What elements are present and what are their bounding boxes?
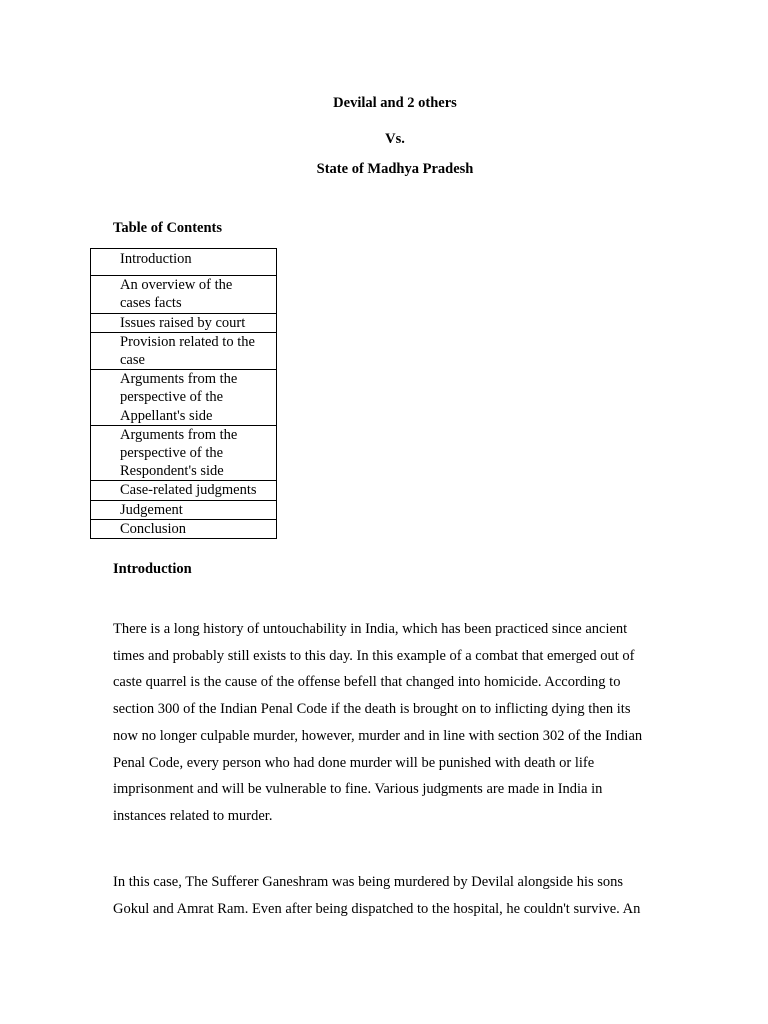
toc-row	[91, 332, 277, 369]
toc-entry-line: Arguments from the	[120, 371, 238, 388]
paragraph-line: Gokul and Amrat Ram. Even after being dispatched to the hospital, he couldn't survive. An	[113, 900, 641, 917]
toc-entry-line: Arguments from the	[120, 426, 238, 443]
toc-row	[91, 425, 277, 481]
toc-entry-line: Issues raised by court	[120, 314, 246, 331]
case-title-petitioner: Devilal and 2 others	[333, 95, 457, 111]
introduction-paragraph-2	[113, 869, 673, 922]
toc-entry-line: Judgement	[120, 501, 183, 518]
case-title-respondent: State of Madhya Pradesh	[316, 161, 474, 177]
toc-entry-line: Provision related to the	[120, 333, 255, 350]
paragraph-line: In this case, The Sufferer Ganeshram was being murdered by Devilal alongside his sons	[113, 874, 624, 890]
table-of-contents	[90, 248, 277, 539]
paragraph-line: instances related to murder.	[113, 807, 273, 824]
toc-entry-line: An overview of the	[120, 277, 233, 294]
toc-cell	[91, 313, 277, 332]
toc-row	[91, 500, 277, 519]
case-title-versus: Vs.	[385, 131, 405, 147]
toc-cell	[91, 249, 277, 276]
toc-row	[91, 519, 277, 538]
introduction-heading: Introduction	[113, 561, 192, 577]
toc-entry-line: Respondent's side	[120, 463, 224, 480]
toc-cell	[91, 370, 277, 426]
toc-cell	[91, 500, 277, 519]
toc-cell	[91, 276, 277, 313]
paragraph-line: times and probably still exists to this day. In this example of a combat that emerged out of	[113, 647, 635, 664]
paragraph-line: now no longer culpable murder, however, murder and in line with section 302 of the Indian	[113, 727, 643, 744]
toc-entry-line: Introduction	[120, 251, 192, 267]
toc-entry-line: perspective of the	[120, 389, 224, 406]
toc-row	[91, 370, 277, 426]
paragraph-line: Penal Code, every person who had done murder will be punished with death or life	[113, 754, 595, 771]
toc-row	[91, 481, 277, 500]
toc-entry-line: Appellant's side	[120, 407, 213, 424]
toc-row	[91, 276, 277, 313]
toc-entry-line: Conclusion	[120, 520, 187, 537]
paragraph-line: caste quarrel is the cause of the offense befell that changed into homicide. According to	[113, 674, 621, 691]
toc-cell	[91, 332, 277, 369]
toc-entry-line: perspective of the	[120, 445, 224, 462]
toc-row	[91, 249, 277, 276]
toc-cell	[91, 481, 277, 500]
toc-entry-line: case	[120, 352, 145, 369]
toc-entry-line: cases facts	[120, 295, 182, 312]
toc-heading: Table of Contents	[113, 220, 223, 236]
paragraph-line: section 300 of the Indian Penal Code if the death is brought on to inflicting dying then its	[113, 701, 631, 718]
introduction-paragraph-1	[113, 616, 673, 830]
paragraph-line: imprisonment and will be vulnerable to fine. Various judgments are made in India in	[113, 781, 603, 798]
toc-entry-line: Case-related judgments	[120, 482, 257, 499]
toc-cell	[91, 519, 277, 538]
paragraph-line: There is a long history of untouchability in India, which has been practiced since ancient	[113, 621, 628, 637]
toc-row	[91, 313, 277, 332]
toc-cell	[91, 425, 277, 481]
